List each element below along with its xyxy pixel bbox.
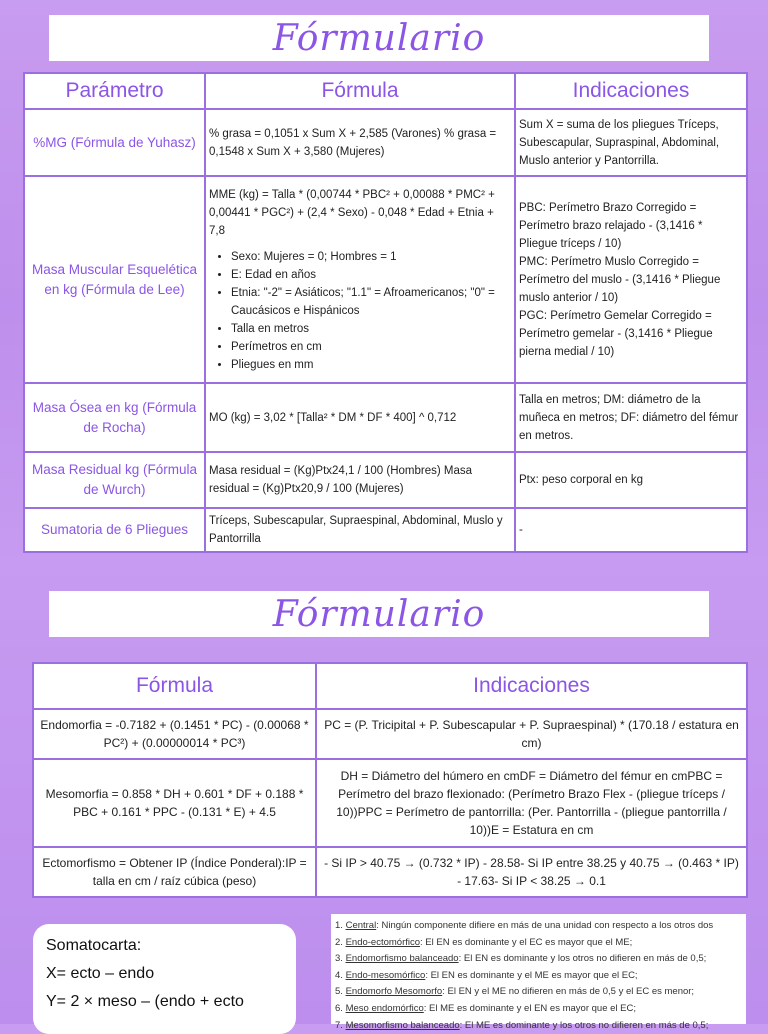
item-name: Central [345,920,377,931]
table-row [33,759,747,847]
item-number: 4. [335,969,343,981]
item-desc: : El EN es dominante y los otros no difieren en más de 0,5; [458,953,707,965]
item-number: 5. [335,986,343,998]
table-row [24,508,747,552]
header-parametro: Parámetro [24,73,205,109]
note-pgc: PGC: Perímetro Gemelar Corregido = Perímetro gemelar - (3,1416 * Pliegue pierna medial / 10) [519,309,713,358]
somatocarta-title: Somatocarta: [46,937,142,954]
row-formula [205,176,515,383]
row-param: Masa Residual kg (Fórmula de Wurch) [24,452,205,508]
table-row [24,176,747,383]
list-item: • Talla en metros [231,320,511,338]
row-notes: DH = Diámetro del húmero en cmDF = Diámetro del fémur en cmPBC = Perímetro del brazo flexionado: (Perímetro Brazo Flex - (pliegue tríceps / 10))PPC = Perímetro de pantorrilla: (Per. Pantorrilla - (pliegue pantorrilla / 10))E = Estatura en cm [316,759,747,847]
row-notes: - Si IP > 40.75 → (0.732 * IP) - 28.58- Si IP entre 38.25 y 40.75 → (0.463 * IP) - 17.63- Si IP < 38.25 → 0.1 [316,847,747,897]
row-formula: Mesomorfia = 0.858 * DH + 0.601 * DF + 0.188 * PBC + 0.161 * PPC - (0.131 * E) + 4.5 [33,759,316,847]
row-notes [515,176,747,383]
list-item [335,984,742,1001]
formula-text: MME (kg) = Talla * (0,00744 * PBC² + 0,00088 * PMC² + 0,00441 * PGC²) + (2,4 * Sexo) - 0,048 * Edad + Etnia + 7,8 [209,188,495,237]
row-notes: - [515,508,747,552]
item-name: Endo-mesomórfico [345,969,426,981]
row-param: Masa Muscular Esquelética en kg (Fórmula de Lee) [24,176,205,383]
table-row [24,452,747,508]
somatocarta-x: X= ecto – endo [46,965,155,982]
list-item: • Pliegues en mm [231,356,511,374]
table-row [24,383,747,452]
item-number: 3. [335,953,343,965]
somatotype-table [32,662,748,898]
item-desc: : El ME es dominante y los otros no difieren en más de 0,5; [459,1019,709,1031]
table-row [33,709,747,759]
list-item: • Etnia: "-2" = Asiáticos; "1.1" = Afroamericanos; "0" = Caucásicos e Hispánicos [231,284,511,320]
item-name: Endo-ectomórfico [345,936,421,948]
item-name: Endomorfismo balanceado [345,953,459,965]
list-item [335,968,742,985]
table-row [33,847,747,897]
item-name: Mesomorfismo balanceado [345,1019,460,1031]
header-formula: Fórmula [205,73,515,109]
row-param: Sumatoria de 6 Pliegues [24,508,205,552]
page2-title-bar [49,591,709,637]
item-desc: : Ningún componente difiere en más de una unidad con respecto a los otros dos [376,920,714,931]
table-row [24,109,747,176]
list-item: • E: Edad en años [231,266,511,284]
list-item: • Sexo: Mujeres = 0; Hombres = 1 [231,248,511,266]
row-notes: PC = (P. Tricipital + P. Subescapular + P. Supraespinal) * (170.18 / estatura en cm) [316,709,747,759]
item-desc: : El EN es dominante y el ME es mayor que el EC; [425,969,638,981]
row-notes: Ptx: peso corporal en kg [515,452,747,508]
row-formula: Tríceps, Subescapular, Supraespinal, Abdominal, Muslo y Pantorrilla [205,508,515,552]
list-item [335,918,742,935]
row-notes: Talla en metros; DM: diámetro de la muñeca en metros; DF: diámetro del fémur en metros. [515,383,747,452]
note-pmc: PMC: Perímetro Muslo Corregido = Perímetro del muslo - (3,1416 * Pliegue muslo anterior / 10) [519,255,721,304]
formula-legend [231,248,511,374]
item-name: Meso endomórfico [345,1002,424,1014]
list-item [335,1018,742,1034]
item-name: Endomorfo Mesomorfo [345,986,443,998]
somatocarta-card [33,924,296,1034]
item-number: 2. [335,936,343,948]
row-param: Masa Ósea en kg (Fórmula de Rocha) [24,383,205,452]
row-param: %MG (Fórmula de Yuhasz) [24,109,205,176]
row-formula: Ectomorfismo = Obtener IP (Índice Ponderal):IP = talla en cm / raíz cúbica (peso) [33,847,316,897]
table-header-row [24,73,747,109]
parameters-table [23,72,748,553]
item-desc: : El EN es dominante y el EC es mayor que el ME; [420,936,633,948]
header-indicaciones: Indicaciones [515,73,747,109]
somatocarta-y: Y= 2 × meso – (endo + ecto [46,993,244,1010]
list-item [335,935,742,952]
list-item [335,1001,742,1018]
header-formula: Fórmula [33,663,316,709]
item-desc: : El ME es dominante y el EN es mayor que el EC; [423,1002,636,1014]
list-item: • Perímetros en cm [231,338,511,356]
item-number: 1. [335,920,343,931]
page2-title: Fórmulario [272,593,486,635]
table-header-row [33,663,747,709]
item-desc: : El EN y el ME no difieren en más de 0,5 y el EC es menor; [442,986,695,998]
page1-title: Fórmulario [272,17,486,59]
row-formula: MO (kg) = 3,02 * [Talla² * DM * DF * 400] ^ 0,712 [205,383,515,452]
row-formula: Endomorfia = -0.7182 + (0.1451 * PC) - (0.00068 * PC²) + (0.00000014 * PC³) [33,709,316,759]
somatotype-categories [331,914,746,1031]
row-formula: % grasa = 0,1051 x Sum X + 2,585 (Varones) % grasa = 0,1548 x Sum X + 3,580 (Mujeres) [205,109,515,176]
list-item [335,951,742,968]
note-pbc: PBC: Perímetro Brazo Corregido = Perímetro brazo relajado - (3,1416 * Pliegue tríceps / 10) [519,201,703,250]
row-formula: Masa residual = (Kg)Ptx24,1 / 100 (Hombres) Masa residual = (Kg)Ptx20,9 / 100 (Mujeres) [205,452,515,508]
item-number: 6. [335,1002,343,1014]
header-indicaciones: Indicaciones [316,663,747,709]
item-number: 7. [335,1019,343,1031]
page1-title-bar [49,15,709,61]
row-notes: Sum X = suma de los pliegues Tríceps, Subescapular, Supraspinal, Abdominal, Muslo anterior y Pantorrilla. [515,109,747,176]
